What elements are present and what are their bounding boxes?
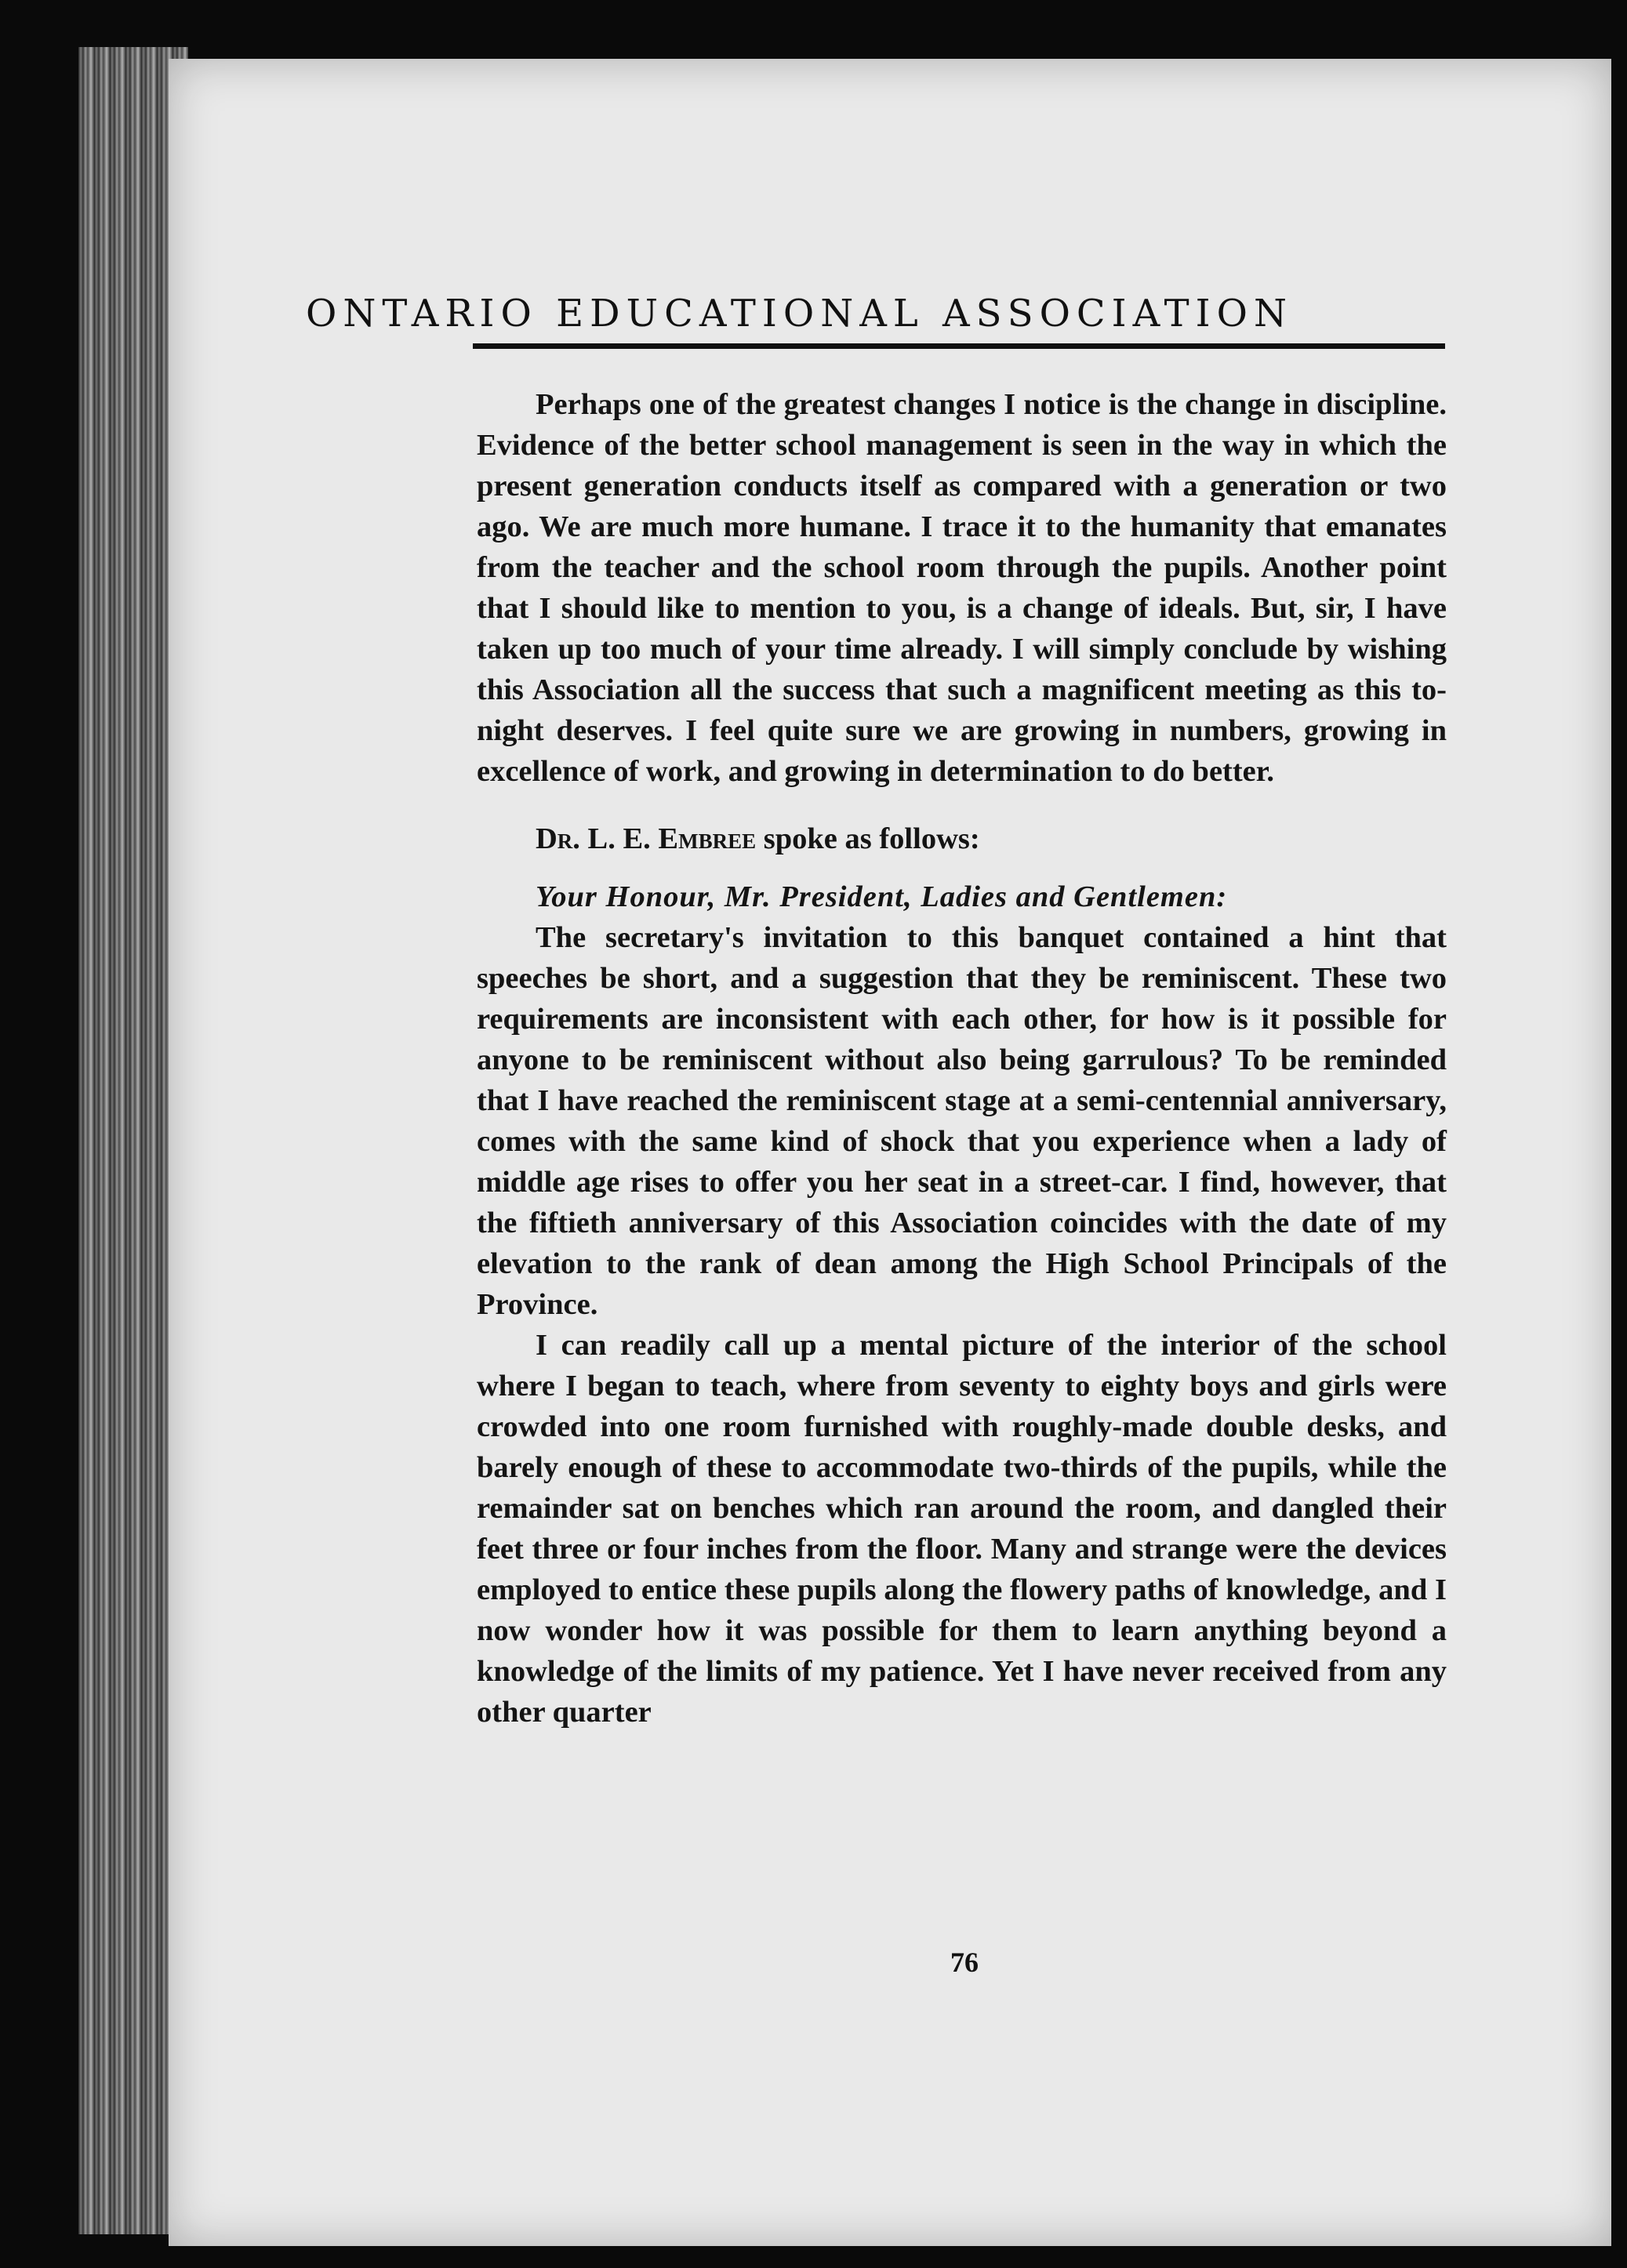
running-head: ONTARIO EDUCATIONAL ASSOCIATION [306,292,1293,336]
page-number: 76 [950,1947,979,1978]
speaker-intro [477,818,1447,859]
speaker-intro-suffix: spoke as follows: [756,822,980,855]
paragraph-discipline: Perhaps one of the greatest changes I notice is the change in discipline. Evidence of the better school management is seen in the way in which the present generation conducts itself as compared with a generation or two ago. We are much more humane. I trace it to the humanity that emanates from the teacher and the school room through the pupils. Another point that I should like to mention to you, is a change of ideals. But, sir, I have taken up too much of your time already. I will simply conclude by wishing this Association all the success that such a magnificent meeting as this to-night deserves. I feel quite sure we are growing in numbers, growing in excellence of work, and growing in determination to do better. [477,388,1447,788]
body-text [477,384,1447,1733]
header-rule [473,343,1445,349]
speaker-name: Dr. L. E. Embree [536,822,757,855]
paragraph-school-memory: I can readily call up a mental picture of the interior of the school where I began to teach, where from seventy to eighty boys and girls were crowded into one room furnished with roughly-made double desks, and barely enough of these to accommodate two-thirds of the pupils, while the remainder sat on benches which ran around the room, and dangled their feet three or four inches from the floor. Many and strange were the devices employed to entice these pupils along the flowery paths of knowledge, and I now wonder how it was possible for them to learn anything beyond a knowledge of the limits of my patience. Yet I have never received from any other quarter [477,1329,1447,1729]
paragraph-invitation: The secretary's invitation to this banquet contained a hint that speeches be short, and a suggestion that they be reminiscent. These two requirements are inconsistent with each other, for how is it possible for anyone to be reminiscent without also being garrulous? To be reminded that I have reached the reminiscent stage at a semi-centennial anniversary, comes with the same kind of shock that you experience when a lady of middle age rises to offer you her seat in a street-car. I find, however, that the fiftieth anniversary of this Association coincides with the date of my elevation to the rank of dean among the High School Principals of the Province. [477,921,1447,1321]
salutation: Your Honour, Mr. President, Ladies and Gentlemen: [536,880,1228,913]
